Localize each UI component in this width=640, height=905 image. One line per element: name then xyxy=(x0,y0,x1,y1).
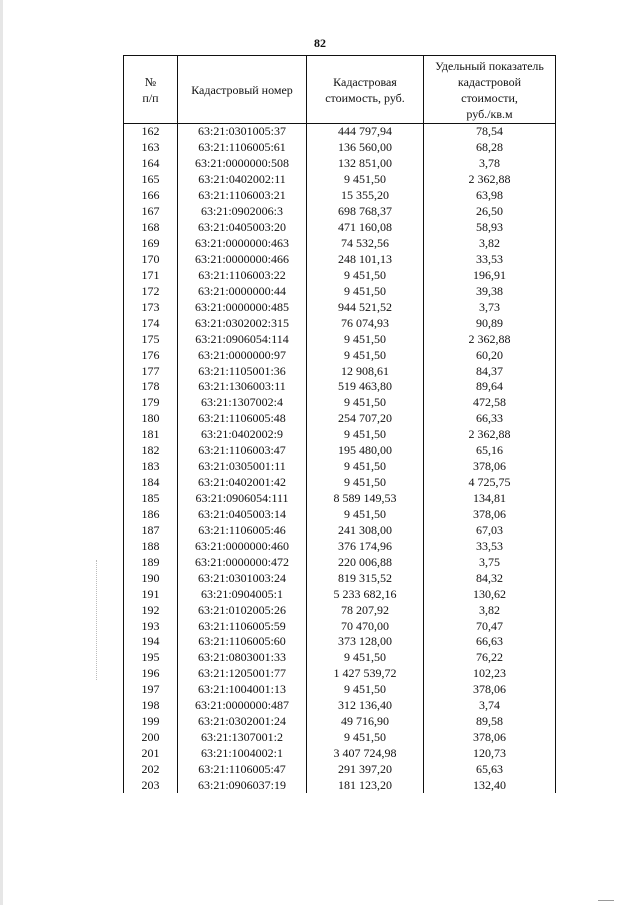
cell-cadastral-number: 63:21:0402002:9 xyxy=(178,427,307,443)
cell-specific-indicator: 78,54 xyxy=(424,124,556,140)
cell-specific-indicator: 472,58 xyxy=(424,395,556,411)
cell-cadastral-cost: 15 355,20 xyxy=(307,188,424,204)
cell-specific-indicator: 132,40 xyxy=(424,777,556,793)
cell-num: 182 xyxy=(124,443,178,459)
cell-specific-indicator: 68,28 xyxy=(424,140,556,156)
table-row xyxy=(124,634,556,650)
cell-specific-indicator: 134,81 xyxy=(424,491,556,507)
cell-cadastral-number: 63:21:0402002:11 xyxy=(178,172,307,188)
cell-specific-indicator: 3,82 xyxy=(424,602,556,618)
cell-cadastral-number: 63:21:0902006:3 xyxy=(178,204,307,220)
cell-cadastral-cost: 248 101,13 xyxy=(307,252,424,268)
cell-cadastral-number: 63:21:1106003:22 xyxy=(178,267,307,283)
cell-specific-indicator: 65,16 xyxy=(424,443,556,459)
cell-specific-indicator: 378,06 xyxy=(424,507,556,523)
table-row xyxy=(124,522,556,538)
cell-cadastral-number: 63:21:0405003:14 xyxy=(178,507,307,523)
cell-cadastral-number: 63:21:1004002:1 xyxy=(178,746,307,762)
cell-specific-indicator: 120,73 xyxy=(424,746,556,762)
cell-cadastral-cost: 373 128,00 xyxy=(307,634,424,650)
cell-cadastral-number: 63:21:0000000:44 xyxy=(178,283,307,299)
cell-cadastral-cost: 241 308,00 xyxy=(307,522,424,538)
table-row xyxy=(124,379,556,395)
cell-cadastral-number: 63:21:0906054:114 xyxy=(178,331,307,347)
cell-cadastral-number: 63:21:0000000:508 xyxy=(178,156,307,172)
cell-num: 198 xyxy=(124,698,178,714)
cell-cadastral-number: 63:21:0000000:466 xyxy=(178,252,307,268)
cell-num: 173 xyxy=(124,299,178,315)
header-num: № п/п xyxy=(124,56,178,124)
cell-num: 179 xyxy=(124,395,178,411)
cell-cadastral-cost: 9 451,50 xyxy=(307,283,424,299)
table-row xyxy=(124,459,556,475)
table-row xyxy=(124,315,556,331)
cell-cadastral-cost: 9 451,50 xyxy=(307,347,424,363)
table-row xyxy=(124,124,556,140)
cell-cadastral-cost: 1 427 539,72 xyxy=(307,666,424,682)
header-cadastral-number: Кадастровый номер xyxy=(178,56,307,124)
cell-specific-indicator: 2 362,88 xyxy=(424,427,556,443)
table-row xyxy=(124,554,556,570)
cell-specific-indicator: 3,78 xyxy=(424,156,556,172)
cell-cadastral-cost: 49 716,90 xyxy=(307,714,424,730)
header-specific-indicator: Удельный показатель кадастровой стоимости, руб./кв.м xyxy=(424,56,556,124)
table-row xyxy=(124,650,556,666)
cell-num: 164 xyxy=(124,156,178,172)
cell-num: 175 xyxy=(124,331,178,347)
header-cadastral-cost: Кадастровая стоимость, руб. xyxy=(307,56,424,124)
table-row xyxy=(124,156,556,172)
cell-cadastral-cost: 136 560,00 xyxy=(307,140,424,156)
cell-num: 187 xyxy=(124,522,178,538)
cell-cadastral-number: 63:21:1106003:21 xyxy=(178,188,307,204)
cell-cadastral-number: 63:21:0906037:19 xyxy=(178,777,307,793)
cell-cadastral-cost: 9 451,50 xyxy=(307,331,424,347)
cell-num: 193 xyxy=(124,618,178,634)
table-row xyxy=(124,204,556,220)
table-row xyxy=(124,777,556,793)
cell-cadastral-number: 63:21:1004001:13 xyxy=(178,682,307,698)
header-row xyxy=(124,56,556,124)
cell-specific-indicator: 89,58 xyxy=(424,714,556,730)
cell-cadastral-number: 63:21:0000000:487 xyxy=(178,698,307,714)
cell-cadastral-number: 63:21:1106005:47 xyxy=(178,762,307,778)
cell-cadastral-number: 63:21:1306003:11 xyxy=(178,379,307,395)
cell-specific-indicator: 2 362,88 xyxy=(424,331,556,347)
table-row xyxy=(124,172,556,188)
cell-specific-indicator: 89,64 xyxy=(424,379,556,395)
cell-cadastral-number: 63:21:1106005:59 xyxy=(178,618,307,634)
table-row xyxy=(124,395,556,411)
table-row xyxy=(124,347,556,363)
cell-cadastral-number: 63:21:1105001:36 xyxy=(178,363,307,379)
cell-num: 203 xyxy=(124,777,178,793)
table-row xyxy=(124,730,556,746)
cell-cadastral-cost: 254 707,20 xyxy=(307,411,424,427)
cell-num: 168 xyxy=(124,220,178,236)
cell-cadastral-cost: 9 451,50 xyxy=(307,172,424,188)
cell-num: 192 xyxy=(124,602,178,618)
cell-specific-indicator: 39,38 xyxy=(424,283,556,299)
table-row xyxy=(124,427,556,443)
cell-specific-indicator: 70,47 xyxy=(424,618,556,634)
cell-num: 165 xyxy=(124,172,178,188)
cell-cadastral-cost: 9 451,50 xyxy=(307,507,424,523)
cell-cadastral-cost: 312 136,40 xyxy=(307,698,424,714)
cell-cadastral-cost: 132 851,00 xyxy=(307,156,424,172)
cell-cadastral-number: 63:21:1106005:60 xyxy=(178,634,307,650)
cell-num: 188 xyxy=(124,538,178,554)
cell-specific-indicator: 378,06 xyxy=(424,682,556,698)
cell-cadastral-number: 63:21:0302001:24 xyxy=(178,714,307,730)
cell-num: 170 xyxy=(124,252,178,268)
cell-cadastral-cost: 819 315,52 xyxy=(307,570,424,586)
cell-num: 172 xyxy=(124,283,178,299)
cell-num: 167 xyxy=(124,204,178,220)
cell-num: 171 xyxy=(124,267,178,283)
cell-num: 177 xyxy=(124,363,178,379)
cell-cadastral-number: 63:21:1106003:47 xyxy=(178,443,307,459)
cell-cadastral-cost: 9 451,50 xyxy=(307,427,424,443)
cell-cadastral-cost: 181 123,20 xyxy=(307,777,424,793)
cell-specific-indicator: 2 362,88 xyxy=(424,172,556,188)
cell-cadastral-cost: 76 074,93 xyxy=(307,315,424,331)
cell-cadastral-number: 63:21:1106005:61 xyxy=(178,140,307,156)
cell-specific-indicator: 196,91 xyxy=(424,267,556,283)
table-row xyxy=(124,507,556,523)
cell-cadastral-number: 63:21:1106005:46 xyxy=(178,522,307,538)
cell-num: 201 xyxy=(124,746,178,762)
cell-cadastral-number: 63:21:0000000:485 xyxy=(178,299,307,315)
cell-num: 174 xyxy=(124,315,178,331)
cell-cadastral-number: 63:21:1307001:2 xyxy=(178,730,307,746)
table-row xyxy=(124,682,556,698)
cell-cadastral-number: 63:21:1205001:77 xyxy=(178,666,307,682)
table-row xyxy=(124,140,556,156)
table-row xyxy=(124,252,556,268)
cell-cadastral-cost: 70 470,00 xyxy=(307,618,424,634)
cell-num: 202 xyxy=(124,762,178,778)
cell-cadastral-cost: 698 768,37 xyxy=(307,204,424,220)
cell-num: 162 xyxy=(124,124,178,140)
cell-cadastral-cost: 5 233 682,16 xyxy=(307,586,424,602)
page-number: 82 xyxy=(314,36,326,50)
cell-specific-indicator: 58,93 xyxy=(424,220,556,236)
cell-cadastral-number: 63:21:0305001:11 xyxy=(178,459,307,475)
cell-cadastral-number: 63:21:1307002:4 xyxy=(178,395,307,411)
cell-specific-indicator: 130,62 xyxy=(424,586,556,602)
table-row xyxy=(124,220,556,236)
table-row xyxy=(124,666,556,682)
table-row xyxy=(124,538,556,554)
table-row xyxy=(124,586,556,602)
table-row xyxy=(124,570,556,586)
cell-specific-indicator: 378,06 xyxy=(424,459,556,475)
cell-specific-indicator: 3,75 xyxy=(424,554,556,570)
table-row xyxy=(124,475,556,491)
cell-specific-indicator: 84,37 xyxy=(424,363,556,379)
cell-specific-indicator: 66,63 xyxy=(424,634,556,650)
table-row xyxy=(124,411,556,427)
cell-cadastral-cost: 78 207,92 xyxy=(307,602,424,618)
cell-num: 194 xyxy=(124,634,178,650)
table-row xyxy=(124,283,556,299)
cell-num: 163 xyxy=(124,140,178,156)
cell-cadastral-number: 63:21:0000000:460 xyxy=(178,538,307,554)
table-row xyxy=(124,618,556,634)
cell-cadastral-cost: 376 174,96 xyxy=(307,538,424,554)
cell-num: 169 xyxy=(124,236,178,252)
scan-margin-marks xyxy=(96,560,107,680)
table-row xyxy=(124,714,556,730)
cell-cadastral-cost: 8 589 149,53 xyxy=(307,491,424,507)
cell-specific-indicator: 84,32 xyxy=(424,570,556,586)
cell-num: 185 xyxy=(124,491,178,507)
cell-num: 181 xyxy=(124,427,178,443)
cell-specific-indicator: 3,74 xyxy=(424,698,556,714)
cadastral-table xyxy=(123,55,556,793)
cell-cadastral-number: 63:21:0102005:26 xyxy=(178,602,307,618)
cell-num: 195 xyxy=(124,650,178,666)
cell-cadastral-cost: 9 451,50 xyxy=(307,650,424,666)
cell-cadastral-number: 63:21:0301003:24 xyxy=(178,570,307,586)
cell-specific-indicator: 3,82 xyxy=(424,236,556,252)
cell-cadastral-cost: 9 451,50 xyxy=(307,730,424,746)
cell-cadastral-number: 63:21:0000000:463 xyxy=(178,236,307,252)
cell-cadastral-cost: 9 451,50 xyxy=(307,267,424,283)
cell-cadastral-number: 63:21:0904005:1 xyxy=(178,586,307,602)
cell-cadastral-cost: 12 908,61 xyxy=(307,363,424,379)
cell-num: 197 xyxy=(124,682,178,698)
table-row xyxy=(124,443,556,459)
cell-specific-indicator: 90,89 xyxy=(424,315,556,331)
cell-cadastral-number: 63:21:0302002:315 xyxy=(178,315,307,331)
cell-specific-indicator: 65,63 xyxy=(424,762,556,778)
cell-cadastral-cost: 74 532,56 xyxy=(307,236,424,252)
table-row xyxy=(124,746,556,762)
table-row xyxy=(124,236,556,252)
cell-cadastral-number: 63:21:0301005:37 xyxy=(178,124,307,140)
cell-cadastral-number: 63:21:0000000:472 xyxy=(178,554,307,570)
cell-num: 190 xyxy=(124,570,178,586)
cell-num: 180 xyxy=(124,411,178,427)
cell-cadastral-number: 63:21:0000000:97 xyxy=(178,347,307,363)
cell-num: 183 xyxy=(124,459,178,475)
table-row xyxy=(124,299,556,315)
cell-specific-indicator: 66,33 xyxy=(424,411,556,427)
cell-specific-indicator: 3,73 xyxy=(424,299,556,315)
cell-specific-indicator: 60,20 xyxy=(424,347,556,363)
cell-cadastral-number: 63:21:1106005:48 xyxy=(178,411,307,427)
cell-cadastral-cost: 291 397,20 xyxy=(307,762,424,778)
table-row xyxy=(124,188,556,204)
table-row xyxy=(124,698,556,714)
cell-cadastral-cost: 471 160,08 xyxy=(307,220,424,236)
table-header xyxy=(124,56,556,124)
cell-cadastral-cost: 944 521,52 xyxy=(307,299,424,315)
cell-specific-indicator: 4 725,75 xyxy=(424,475,556,491)
cell-num: 184 xyxy=(124,475,178,491)
cell-num: 196 xyxy=(124,666,178,682)
cell-num: 189 xyxy=(124,554,178,570)
cell-cadastral-number: 63:21:0906054:111 xyxy=(178,491,307,507)
cell-cadastral-number: 63:21:0803001:33 xyxy=(178,650,307,666)
cell-cadastral-cost: 220 006,88 xyxy=(307,554,424,570)
table-row xyxy=(124,491,556,507)
cell-specific-indicator: 76,22 xyxy=(424,650,556,666)
table-row xyxy=(124,363,556,379)
cell-num: 186 xyxy=(124,507,178,523)
cell-num: 199 xyxy=(124,714,178,730)
cell-cadastral-cost: 9 451,50 xyxy=(307,682,424,698)
cell-specific-indicator: 33,53 xyxy=(424,538,556,554)
cell-cadastral-cost: 519 463,80 xyxy=(307,379,424,395)
cell-specific-indicator: 67,03 xyxy=(424,522,556,538)
table-row xyxy=(124,602,556,618)
cell-num: 178 xyxy=(124,379,178,395)
scan-left-edge xyxy=(0,0,3,905)
cell-cadastral-cost: 444 797,94 xyxy=(307,124,424,140)
scan-corner-mark xyxy=(598,900,614,901)
cell-specific-indicator: 63,98 xyxy=(424,188,556,204)
cell-specific-indicator: 33,53 xyxy=(424,252,556,268)
cell-cadastral-cost: 9 451,50 xyxy=(307,475,424,491)
cell-num: 200 xyxy=(124,730,178,746)
cell-num: 166 xyxy=(124,188,178,204)
cell-num: 176 xyxy=(124,347,178,363)
table-row xyxy=(124,762,556,778)
cell-cadastral-cost: 9 451,50 xyxy=(307,459,424,475)
cell-cadastral-number: 63:21:0402001:42 xyxy=(178,475,307,491)
table-row xyxy=(124,267,556,283)
cell-specific-indicator: 378,06 xyxy=(424,730,556,746)
cell-cadastral-number: 63:21:0405003:20 xyxy=(178,220,307,236)
cell-specific-indicator: 102,23 xyxy=(424,666,556,682)
cell-cadastral-cost: 9 451,50 xyxy=(307,395,424,411)
cell-cadastral-cost: 3 407 724,98 xyxy=(307,746,424,762)
cell-num: 191 xyxy=(124,586,178,602)
cell-specific-indicator: 26,50 xyxy=(424,204,556,220)
table-row xyxy=(124,331,556,347)
table-body xyxy=(124,124,556,794)
cell-cadastral-cost: 195 480,00 xyxy=(307,443,424,459)
